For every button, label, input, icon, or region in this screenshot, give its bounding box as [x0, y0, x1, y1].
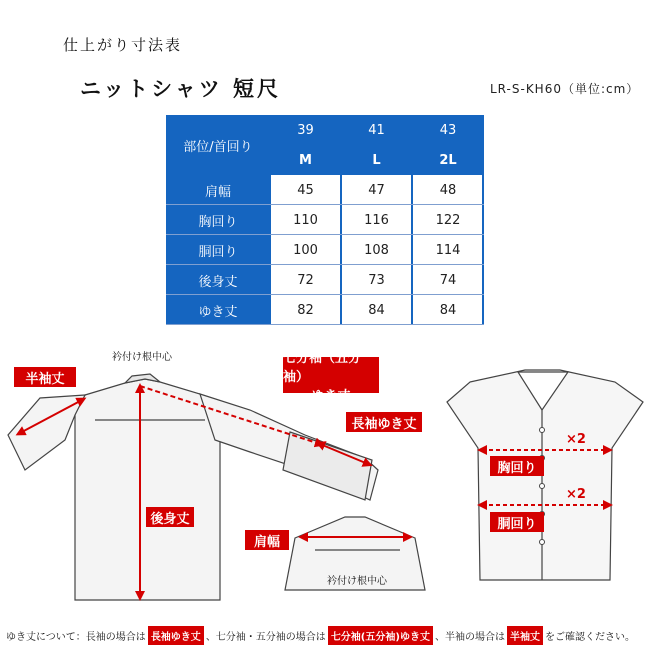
table-cell: 45 [297, 182, 314, 198]
table-cell: 114 [435, 242, 461, 258]
table-cell: 122 [435, 212, 461, 228]
tag-line: 七分袖（五分袖） [283, 350, 362, 385]
back-length-tag: 後身丈 [146, 507, 194, 527]
long-sleeve-tag: 長袖ゆき丈 [346, 412, 422, 432]
document-title: 仕上がり寸法表 [63, 36, 183, 54]
footer-text: ゆき丈について：長袖の場合は [6, 632, 146, 643]
product-code: LR-S-KH60（単位:cm） [490, 82, 640, 96]
table-cell: 84 [368, 302, 385, 318]
half-sleeve-tag: 半袖丈 [14, 367, 76, 387]
footer-tag-half-sleeve: 半袖丈 [507, 626, 543, 645]
table-cell: 84 [439, 302, 457, 318]
product-name: ニットシャツ 短尺 [80, 77, 282, 101]
footer-tag-long-sleeve: 長袖ゆき丈 [148, 626, 204, 645]
size-2l: 2L [412, 145, 484, 175]
size-m: M [270, 145, 341, 175]
table-cell: 82 [297, 302, 314, 318]
corner-header: 部位/首回り [166, 115, 270, 175]
tag-line: ゆき丈 [311, 388, 351, 404]
row-label-shoulder: 肩幅 [166, 175, 270, 205]
table-cell: 116 [364, 212, 389, 228]
shirt-front-illustration [447, 370, 643, 580]
table-cell: 108 [364, 242, 389, 258]
footer-note [6, 626, 646, 645]
collar-center-label-top: 衿付け根中心 [112, 352, 172, 363]
row-label-sleeve-length: ゆき丈 [166, 295, 270, 325]
three-quarter-sleeve-tag [283, 350, 379, 404]
footer-text: をご確認ください。 [544, 632, 635, 643]
table-cell: 72 [297, 272, 314, 288]
collar-center-label-bottom: 衿付け根中心 [327, 576, 387, 587]
waist-multiplier: ×2 [566, 487, 586, 502]
table-cell: 73 [368, 272, 385, 288]
footer-text: 、七分袖・五分袖の場合は [205, 632, 326, 643]
neck-size-43: 43 [412, 115, 484, 145]
table-cell: 74 [439, 272, 457, 288]
size-l: L [341, 145, 412, 175]
chest-multiplier: ×2 [566, 432, 586, 447]
table-cell: 110 [293, 212, 318, 228]
row-label-chest: 胸回り [166, 205, 270, 235]
row-label-waist: 胴回り [166, 235, 270, 265]
table-cell: 48 [439, 182, 457, 198]
footer-tag-three-quarter: 七分袖(五分袖)ゆき丈 [328, 626, 433, 645]
neck-size-39: 39 [270, 115, 341, 145]
neck-size-41: 41 [341, 115, 412, 145]
table-cell: 100 [293, 242, 318, 258]
shoulder-tag: 肩幅 [245, 530, 289, 550]
row-label-back-length: 後身丈 [166, 265, 270, 295]
table-cell: 47 [368, 182, 385, 198]
waist-tag: 胴回り [490, 512, 544, 532]
footer-text: 、半袖の場合は [434, 632, 505, 643]
chest-tag: 胸回り [490, 456, 544, 476]
